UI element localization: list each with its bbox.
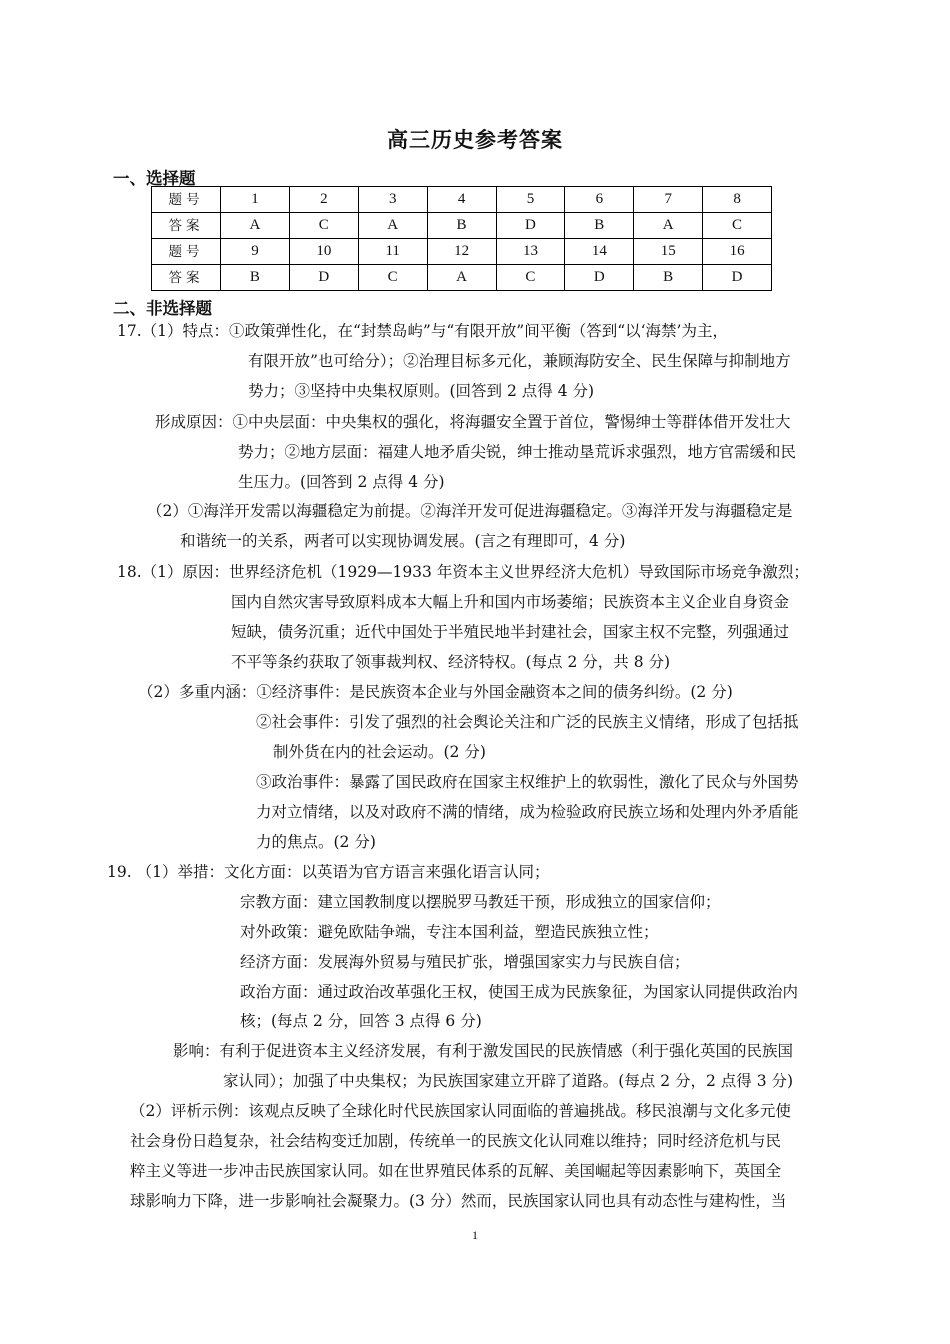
- table-cell: 14: [565, 239, 634, 265]
- q17-1-line-1: 17.（1）特点：①政策弹性化，在“封禁岛屿”与“有限开放”间平衡（答到“以‘海禁’为主，: [117, 322, 728, 340]
- q19-1-line-1: 19. （1）举措：文化方面：以英语为官方语言来强化语言认同；: [107, 863, 550, 881]
- table-row-label: 答案: [152, 265, 221, 291]
- q18-2-line-6: 力的焦点。(2 分): [256, 833, 376, 851]
- q19-impact-line-2: 家认同）；加强了中央集权；为民族国家建立开辟了道路。(每点 2 分，2 点得 3 分): [223, 1072, 794, 1090]
- q17-2-line-1: （2）①海洋开发需以海疆稳定为前提。②海洋开发可促进海疆稳定。③海洋开发与海疆稳定是: [147, 502, 793, 520]
- table-row-label: 题号: [152, 239, 221, 265]
- page-number: 1: [472, 1228, 478, 1242]
- table-cell: B: [427, 213, 496, 239]
- table-cell: C: [496, 265, 565, 291]
- table-cell: D: [289, 265, 358, 291]
- q19-impact-line-1: 影响：有利于促进资本主义经济发展，有利于激发国民的民族情感（利于强化英国的民族国: [173, 1042, 794, 1060]
- q18-2-line-2: ②社会事件：引发了强烈的社会舆论关注和广泛的民族主义情绪，形成了包括抵: [256, 713, 799, 731]
- q18-1-line-3: 短缺，债务沉重；近代中国处于半殖民地半封建社会，国家主权不完整，列强通过: [231, 623, 790, 641]
- table-cell: B: [634, 265, 703, 291]
- table-cell: 2: [289, 187, 358, 213]
- table-cell: B: [221, 265, 290, 291]
- q19-1-line-3: 对外政策：避免欧陆争端，专注本国利益，塑造民族独立性；: [240, 923, 659, 941]
- q18-2-line-1: （2）多重内涵：①经济事件：是民族资本企业与外国金融资本之间的债务纠纷。(2 分): [138, 683, 733, 701]
- table-cell: C: [358, 265, 427, 291]
- q19-2-line-1: （2）评析示例：该观点反映了全球化时代民族国家认同面临的普遍挑战。移民浪潮与文化多元使: [130, 1102, 791, 1120]
- table-cell: 11: [358, 239, 427, 265]
- q17-1-line-2: 有限开放”也可给分）；②治理目标多元化，兼顾海防安全、民生保障与抑制地方: [248, 352, 791, 370]
- q18-1-line-4: 不平等条约获取了领事裁判权、经济特权。(每点 2 分，共 8 分): [231, 653, 671, 671]
- table-cell: 7: [634, 187, 703, 213]
- table-cell: 4: [427, 187, 496, 213]
- table-cell: A: [634, 213, 703, 239]
- q17-2-line-2: 和谐统一的关系，两者可以实现协调发展。(言之有理即可，4 分): [180, 532, 626, 550]
- table-row-label: 答案: [152, 213, 221, 239]
- table-row: [152, 239, 772, 265]
- q19-2-line-3: 粹主义等进一步冲击民族国家认同。如在世界殖民体系的瓦解、美国崛起等因素影响下，英国全: [130, 1162, 782, 1180]
- table-cell: 12: [427, 239, 496, 265]
- q19-2-line-4: 球影响力下降，进一步影响社会凝聚力。(3 分）然而，民族国家认同也具有动态性与建构性，当: [130, 1192, 787, 1210]
- table-cell: 1: [221, 187, 290, 213]
- table-cell: D: [703, 265, 772, 291]
- q17-reason-line-1: 形成原因：①中央层面：中央集权的强化，将海疆安全置于首位，警惕绅士等群体借开发壮大: [155, 413, 791, 431]
- table-cell: 5: [496, 187, 565, 213]
- q17-reason-line-3: 生压力。(回答到 2 点得 4 分): [238, 473, 445, 491]
- table-cell: 13: [496, 239, 565, 265]
- table-cell: 8: [703, 187, 772, 213]
- section-heading-choice: 一、选择题: [113, 169, 196, 188]
- table-cell: B: [565, 213, 634, 239]
- table-cell: C: [703, 213, 772, 239]
- table-cell: A: [358, 213, 427, 239]
- table-cell: D: [496, 213, 565, 239]
- table-cell: 3: [358, 187, 427, 213]
- answer-table: [151, 186, 772, 291]
- table-cell: A: [427, 265, 496, 291]
- table-cell: A: [221, 213, 290, 239]
- q18-2-line-3: 制外货在内的社会运动。(2 分): [273, 743, 486, 761]
- q17-reason-line-2: 势力；②地方层面：福建人地矛盾尖锐，绅士推动垦荒诉求强烈，地方官需缓和民: [238, 443, 797, 461]
- q19-2-line-2: 社会身份日趋复杂，社会结构变迁加剧，传统单一的民族文化认同难以维持；同时经济危机与民: [130, 1132, 782, 1150]
- table-row: [152, 213, 772, 239]
- q19-1-line-2: 宗教方面：建立国教制度以摆脱罗马教廷干预，形成独立的国家信仰；: [240, 893, 721, 911]
- table-cell: 10: [289, 239, 358, 265]
- q18-1-line-2: 国内自然灾害导致原料成本大幅上升和国内市场萎缩；民族资本主义企业自身资金: [231, 593, 790, 611]
- table-cell: 16: [703, 239, 772, 265]
- page-title: 高三历史参考答案: [387, 128, 563, 152]
- q17-1-line-3: 势力；③坚持中央集权原则。(回答到 2 点得 4 分): [248, 382, 595, 400]
- table-cell: 6: [565, 187, 634, 213]
- q19-1-line-4: 经济方面：发展海外贸易与殖民扩张，增强国家实力与民族自信；: [240, 953, 690, 971]
- section-heading-nonchoice: 二、非选择题: [113, 299, 212, 318]
- q18-1-line-1: 18.（1）原因：世界经济危机（1929—1933 年资本主义世界经济大危机）导致国际市场竞争激烈；: [117, 563, 809, 581]
- table-cell: 15: [634, 239, 703, 265]
- table-cell: 9: [221, 239, 290, 265]
- table-cell: C: [289, 213, 358, 239]
- q18-2-line-4: ③政治事件：暴露了国民政府在国家主权维护上的软弱性，激化了民众与外国势: [256, 773, 799, 791]
- table-row: [152, 265, 772, 291]
- q19-1-line-5: 政治方面：通过政治改革强化王权，使国王成为民族象征，为国家认同提供政治内: [240, 983, 799, 1001]
- q18-2-line-5: 力对立情绪，以及对政府不满的情绪，成为检验政府民族立场和处理内外矛盾能: [256, 803, 799, 821]
- table-cell: D: [565, 265, 634, 291]
- table-row-label: 题号: [152, 187, 221, 213]
- table-row: [152, 187, 772, 213]
- q19-1-line-6: 核；(每点 2 分，回答 3 点得 6 分): [240, 1012, 482, 1030]
